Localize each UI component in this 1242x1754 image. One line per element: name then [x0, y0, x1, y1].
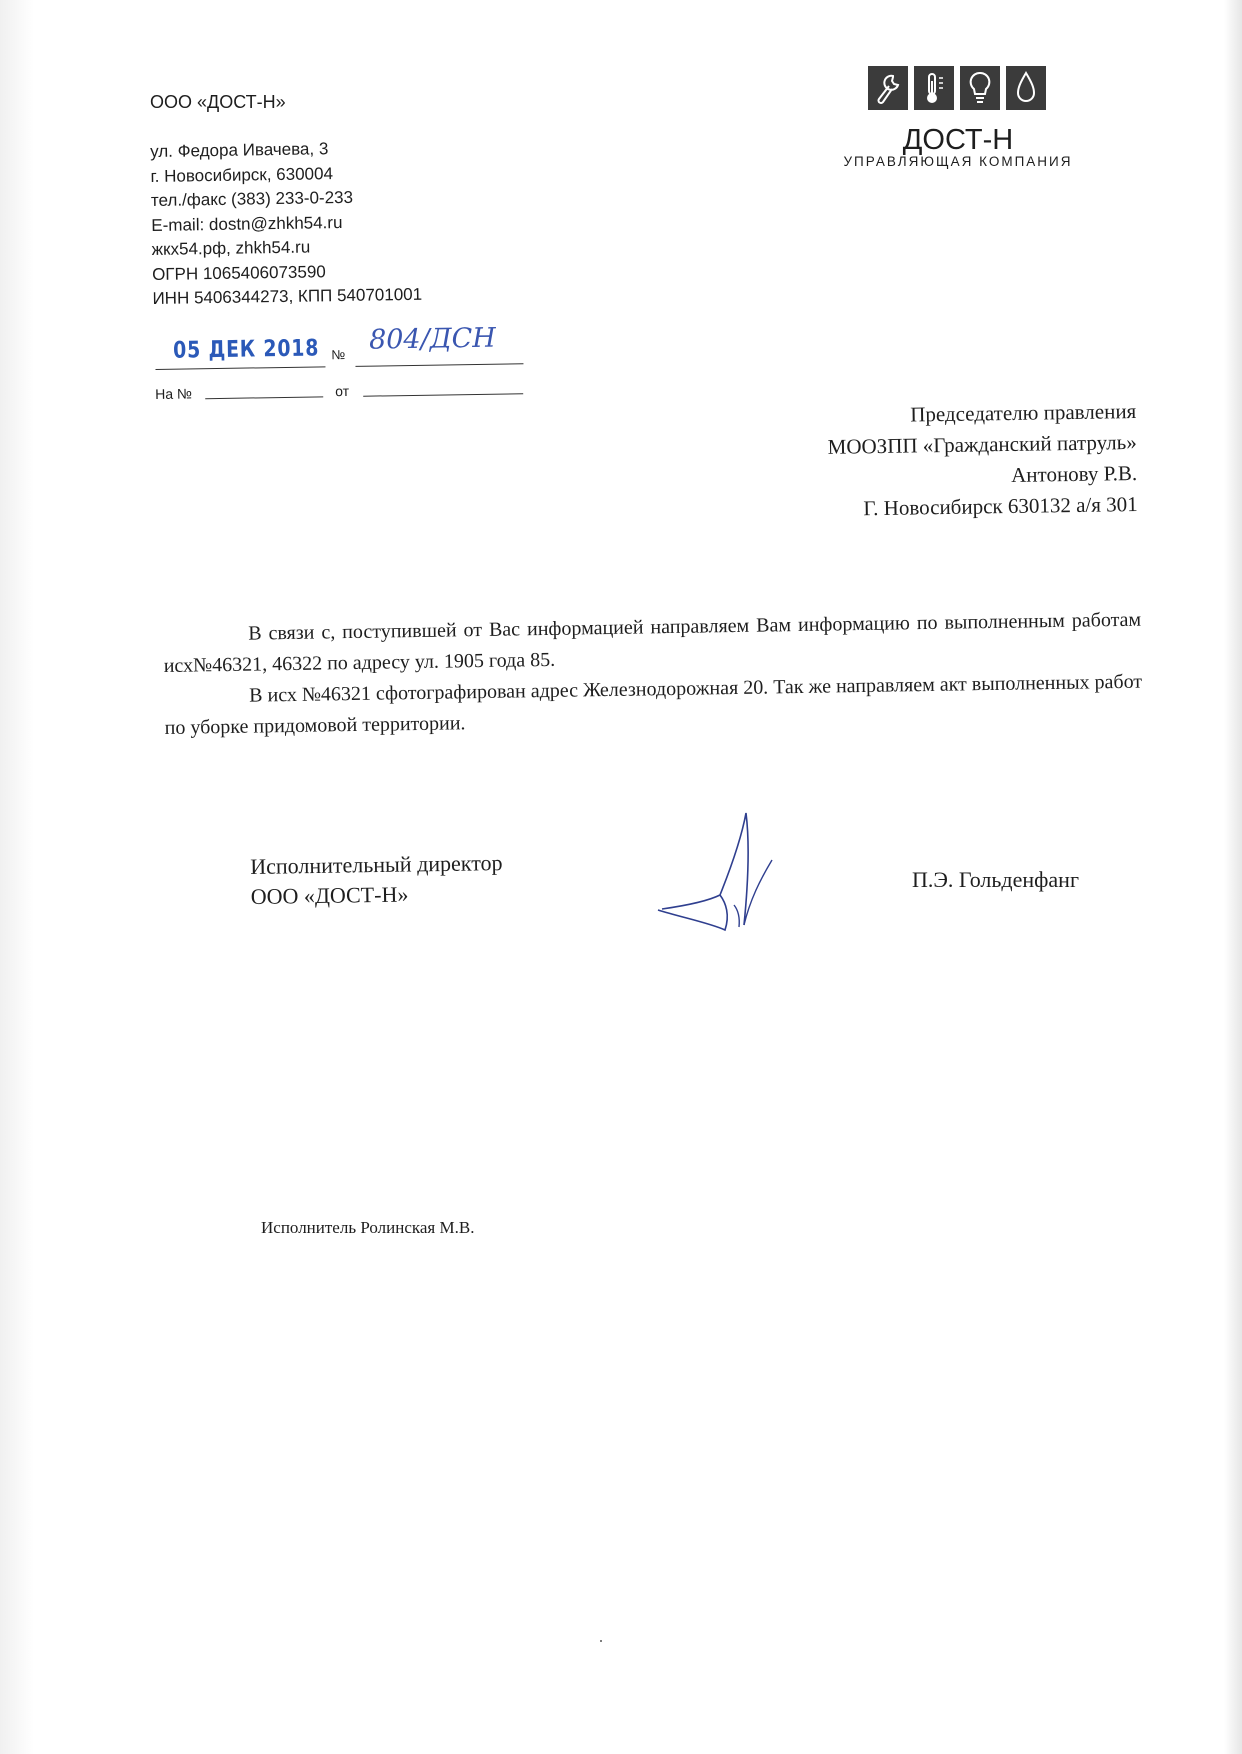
reply-reference-line: [155, 378, 525, 408]
date-stamp: 05 ДЕК 2018: [172, 335, 320, 364]
logo-brand-subtitle: УПРАВЛЯЮЩАЯ КОМПАНИЯ: [843, 154, 1073, 169]
addressee-organization: МООЗПП «Гражданский патруль»: [827, 429, 1137, 459]
signatory-title: [250, 848, 503, 912]
requisite-phone: тел./факс (383) 233-0-233: [150, 187, 354, 210]
handwritten-number: 804/ДСН: [368, 322, 497, 356]
addressee-position: Председателю правления: [910, 398, 1137, 427]
number-label: №: [331, 347, 346, 363]
requisite-ogrn: ОГРН 1065406073590: [151, 261, 326, 284]
company-logo: [868, 66, 1050, 114]
scan-edge-left: [0, 0, 34, 1754]
date-underline: [155, 366, 325, 370]
water-drop-icon: [1006, 66, 1046, 110]
thermometer-icon: [914, 66, 954, 110]
handwritten-signature: [650, 805, 800, 950]
body-paragraph: В связи с, поступившей от Вас информацией направляем Вам информацию по выполненным работам исх№46321, 46322 по адресу ул. 1905 года 85.: [163, 608, 1142, 677]
logo-brand-name: ДОСТ-Н: [902, 124, 1014, 156]
from-label: от: [335, 382, 350, 400]
registration-line: [155, 322, 525, 372]
requisite-city: г. Новосибирск, 630004: [150, 163, 334, 186]
from-underline: [363, 393, 523, 397]
company-name: ООО «ДОСТ-Н»: [150, 92, 286, 112]
wrench-icon: [868, 66, 908, 110]
signatory-position: Исполнительный директор: [250, 850, 503, 879]
addressee-address: Г. Новосибирск 630132 а/я 301: [863, 491, 1138, 521]
letter-body: [163, 605, 1143, 744]
signatory-name: П.Э. Гольденфанг: [912, 867, 1079, 892]
lightbulb-icon: [960, 66, 1000, 110]
scan-speck: [600, 1640, 602, 1642]
addressee-name: Антонову Р.В.: [1010, 460, 1138, 487]
requisite-email: E-mail: dostn@zhkh54.ru: [151, 212, 343, 235]
scan-edge-right: [1224, 0, 1242, 1754]
number-underline: [355, 363, 523, 367]
company-requisites: [150, 136, 422, 312]
addressee-block: [700, 396, 1138, 527]
reply-to-label: На №: [155, 385, 193, 402]
requisite-address: ул. Федора Ивачева, 3: [150, 139, 329, 161]
body-paragraph: В исх №46321 сфотографирован адрес Железнодорожная 20. Так же направляем акт выполненных работ по уборке придомовой территории.: [164, 670, 1143, 739]
requisite-inn-kpp: ИНН 5406344273, КПП 540701001: [152, 284, 423, 308]
executor-note: Исполнитель Ролинская М.В.: [261, 1218, 475, 1237]
requisite-website: жкх54.рф, zhkh54.ru: [151, 237, 311, 259]
signatory-company: ООО «ДОСТ-Н»: [250, 881, 409, 909]
reply-to-underline: [205, 396, 323, 399]
